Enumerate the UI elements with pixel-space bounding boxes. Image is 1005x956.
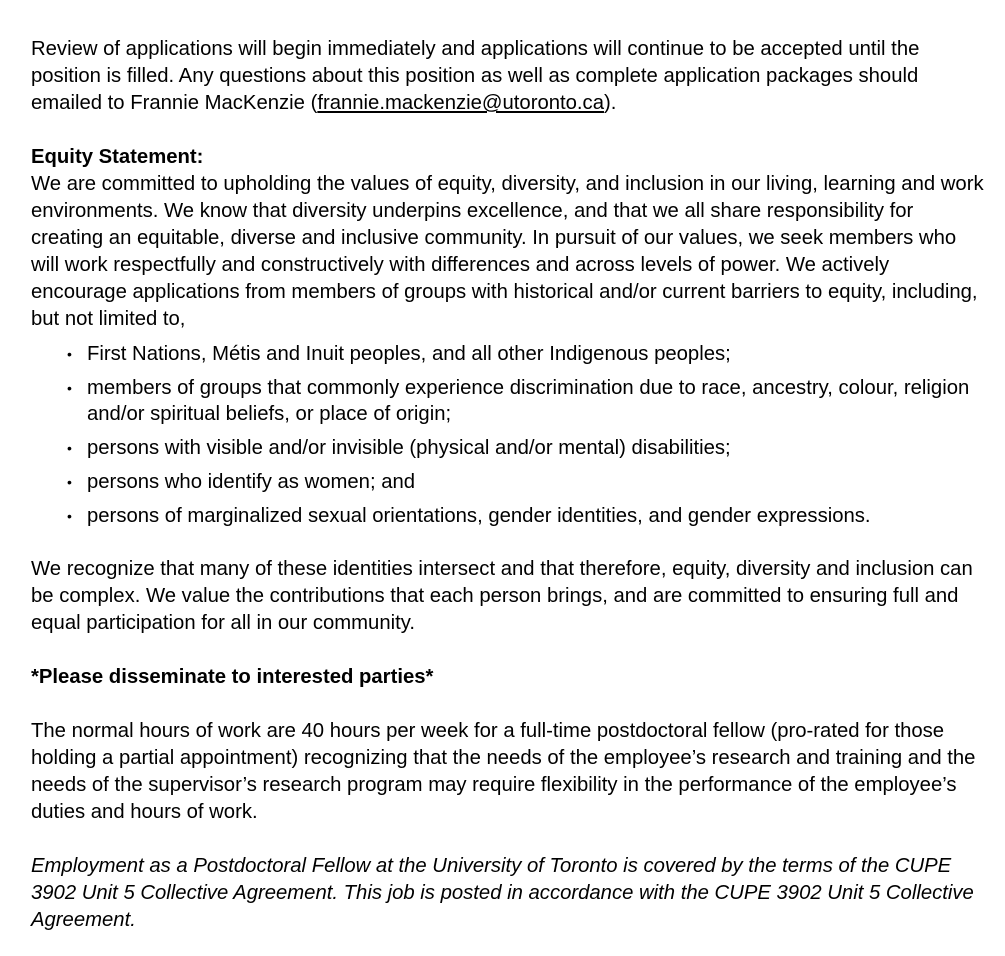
review-text: Review of applications will begin immediately and applications will continue to be accepted until the position is filled. Any questions about this position as well as complete application packages should emailed to Frannie MacKenzie ( — [31, 38, 920, 114]
spacer — [31, 637, 985, 664]
spacer — [31, 117, 985, 144]
list-item: • First Nations, Métis and Inuit peoples, and all other Indigenous peoples; — [67, 341, 985, 367]
spacer — [31, 529, 985, 556]
list-item: • persons of marginalized sexual orientations, gender identities, and gender expressions. — [67, 503, 985, 529]
list-item: • persons who identify as women; and — [67, 469, 985, 495]
spacer — [31, 691, 985, 718]
employment-note: Employment as a Postdoctoral Fellow at the University of Toronto is covered by the terms of the CUPE 3902 Unit 5 Collective Agreement. This job is posted in accordance with the CUPE 3902 Unit 5 Collective Agreement. — [31, 855, 974, 931]
equity-heading: Equity Statement: — [31, 146, 204, 168]
list-item: • persons with visible and/or invisible (physical and/or mental) disabilities; — [67, 435, 985, 461]
review-text-end: ). — [603, 92, 617, 114]
equity-closing: We recognize that many of these identities intersect and that therefore, equity, diversity and inclusion can be complex. We value the contributions that each person brings, and are committed to ensuring full and equal participation for all in our community. — [31, 558, 973, 634]
disseminate-note: *Please disseminate to interested parties* — [31, 666, 434, 688]
spacer — [31, 826, 985, 853]
contact-email-link[interactable]: frannie.mackenzie@utoronto.ca — [317, 92, 604, 114]
equity-intro: We are committed to upholding the values of equity, diversity, and inclusion in our living, learning and work environments. We know that diversity underpins excellence, and that we all share responsibility for creating an equitable, diverse and inclusive community. In pursuit of our values, we seek members who will work respectfully and constructively with differences and across levels of power. We actively encourage applications from members of groups with historical and/or current barriers to equity, including, but not limited to, — [31, 173, 984, 330]
equity-groups-list — [31, 341, 985, 529]
review-paragraph — [31, 36, 985, 117]
list-item: • members of groups that commonly experience discrimination due to race, ancestry, colour, religion and/or spiritual beliefs, or place of origin; — [67, 375, 985, 427]
hours-paragraph: The normal hours of work are 40 hours per week for a full-time postdoctoral fellow (pro-rated for those holding a partial appointment) recognizing that the needs of the employee’s research and training and the needs of the supervisor’s research program may require flexibility in the performance of the employee’s duties and hours of work. — [31, 720, 976, 823]
